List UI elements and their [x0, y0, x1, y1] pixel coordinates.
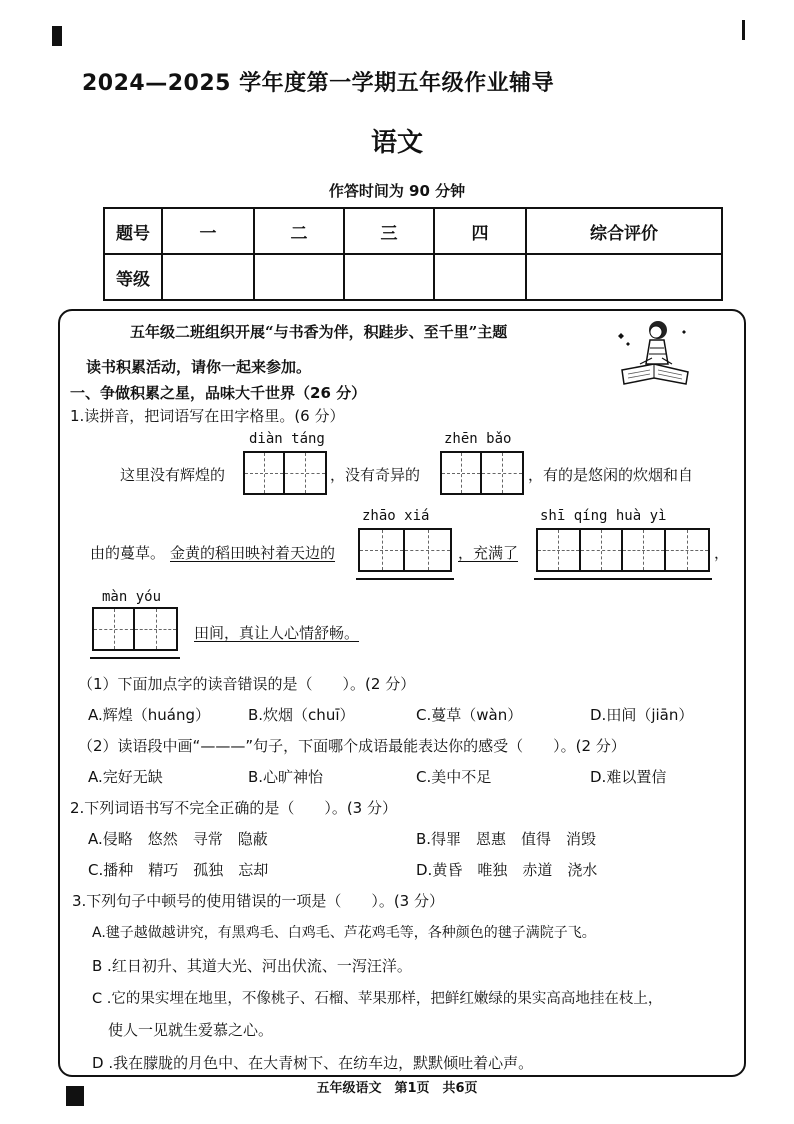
corner-mark-top-left — [52, 26, 62, 46]
grade-entry-cell[interactable] — [344, 254, 434, 300]
option-d[interactable]: D .我在朦胧的月色中、在大青树下、在纺车边，默默倾吐着心声。 — [92, 1054, 534, 1072]
intro-line-1: 五年级二班组织开展“与书香为伴，积跬步、至千里”主题 — [130, 323, 508, 341]
option-d[interactable]: D.难以置信 — [590, 768, 667, 786]
grade-entry-cell[interactable] — [254, 254, 344, 300]
tianzige-grid-shiqinghuayi[interactable] — [536, 528, 710, 572]
sub-question-2: （2）读语段中画“———”句子，下面哪个成语最能表达你的感受（ ）。(2 分） — [78, 737, 626, 755]
score-table-cell: 一 — [162, 208, 254, 254]
score-table — [103, 207, 723, 301]
underlined-sentence: 金黄的稻田映衬着天边的 — [170, 544, 336, 562]
passage-text: ， — [714, 544, 730, 562]
tianzige-grid-zhenbao[interactable] — [440, 451, 524, 495]
option-d[interactable]: D.田间（jiān） — [590, 706, 694, 724]
option-a[interactable]: A.侵略 悠然 寻常 隐蔽 — [88, 830, 268, 848]
question-1-title: 1.读拼音，把词语写在田字格里。(6 分） — [70, 407, 345, 425]
page-footer: 五年级语文 第1页 共6页 — [316, 1081, 478, 1096]
exam-duration: 作答时间为 90 分钟 — [328, 182, 466, 200]
pinyin-shiqinghuayi: shī qíng huà yì — [540, 508, 667, 524]
grid-underline — [90, 657, 180, 659]
score-table-header-row — [104, 208, 722, 254]
score-table-cell: 综合评价 — [526, 208, 722, 254]
option-c[interactable]: C.播种 精巧 孤独 忘却 — [88, 861, 269, 879]
option-c-continued: 使人一见就生爱慕之心。 — [108, 1021, 274, 1039]
option-a[interactable]: A.毽子越做越讲究，有黑鸡毛、白鸡毛、芦花鸡毛等，各种颜色的毽子满院子飞。 — [92, 925, 596, 941]
score-table-cell: 题号 — [104, 208, 162, 254]
passage-text: 这里没有辉煌的 — [120, 466, 226, 484]
score-table-cell: 三 — [344, 208, 434, 254]
option-c[interactable]: C.蔓草（wàn） — [416, 706, 523, 724]
passage-text: ，有的是悠闲的炊烟和自 — [528, 466, 694, 484]
underlined-sentence: ，充满了 — [458, 544, 519, 562]
option-b[interactable]: B .红日初升、其道大光、河出伏流、一泻汪洋。 — [92, 957, 412, 975]
passage-text: 由的蔓草。 — [90, 544, 166, 562]
grade-entry-cell[interactable] — [434, 254, 526, 300]
tianzige-grid-diantang[interactable] — [243, 451, 327, 495]
score-table-grade-row — [104, 254, 722, 300]
sub-question-1: （1）下面加点字的读音错误的是（ ）。(2 分） — [78, 675, 416, 693]
option-a[interactable]: A.辉煌（huáng） — [88, 706, 210, 724]
underlined-sentence: 田间，真让人心情舒畅。 — [194, 624, 360, 642]
pinyin-zhaoxia: zhāo xiá — [362, 508, 430, 524]
pinyin-diantang: diàn táng — [249, 431, 325, 447]
option-c[interactable]: C.美中不足 — [416, 768, 492, 786]
option-b[interactable]: B.炊烟（chuī） — [248, 706, 355, 724]
score-table-cell: 二 — [254, 208, 344, 254]
section-1-heading: 一、争做积累之星，品味大千世界（26 分） — [70, 384, 367, 402]
option-c[interactable]: C .它的果实埋在地里，不像桃子、石榴、苹果那样，把鲜红嫩绿的果实高高地挂在枝上， — [92, 991, 663, 1007]
pinyin-manyou: màn yóu — [102, 589, 162, 605]
grade-entry-cell[interactable] — [162, 254, 254, 300]
grid-underline — [356, 578, 454, 580]
tianzige-grid-zhaoxia[interactable] — [358, 528, 452, 572]
option-b[interactable]: B.得罪 恩惠 值得 消毁 — [416, 830, 597, 848]
grid-underline — [534, 578, 712, 580]
intro-line-2: 读书积累活动，请你一起来参加。 — [86, 358, 312, 376]
reading-girl-illustration — [612, 314, 696, 390]
option-a[interactable]: A.完好无缺 — [88, 768, 163, 786]
question-3-title: 3.下列句子中顿号的使用错误的一项是（ ）。(3 分） — [72, 892, 444, 910]
option-d[interactable]: D.黄昏 唯独 赤道 浇水 — [416, 861, 598, 879]
grade-entry-cell[interactable] — [526, 254, 722, 300]
tianzige-grid-manyou[interactable] — [92, 607, 178, 651]
subject-title: 语文 — [370, 128, 423, 158]
corner-mark-top-right — [742, 20, 745, 40]
pinyin-zhenbao: zhēn bǎo — [444, 431, 512, 447]
passage-text: ，没有奇异的 — [330, 466, 421, 484]
question-2-title: 2.下列词语书写不完全正确的是（ ）。(3 分） — [70, 799, 397, 817]
score-table-cell: 四 — [434, 208, 526, 254]
score-table-cell: 等级 — [104, 254, 162, 300]
exam-title: 2024—2025 学年度第一学期五年级作业辅导 — [82, 71, 555, 96]
option-b[interactable]: B.心旷神怡 — [248, 768, 324, 786]
